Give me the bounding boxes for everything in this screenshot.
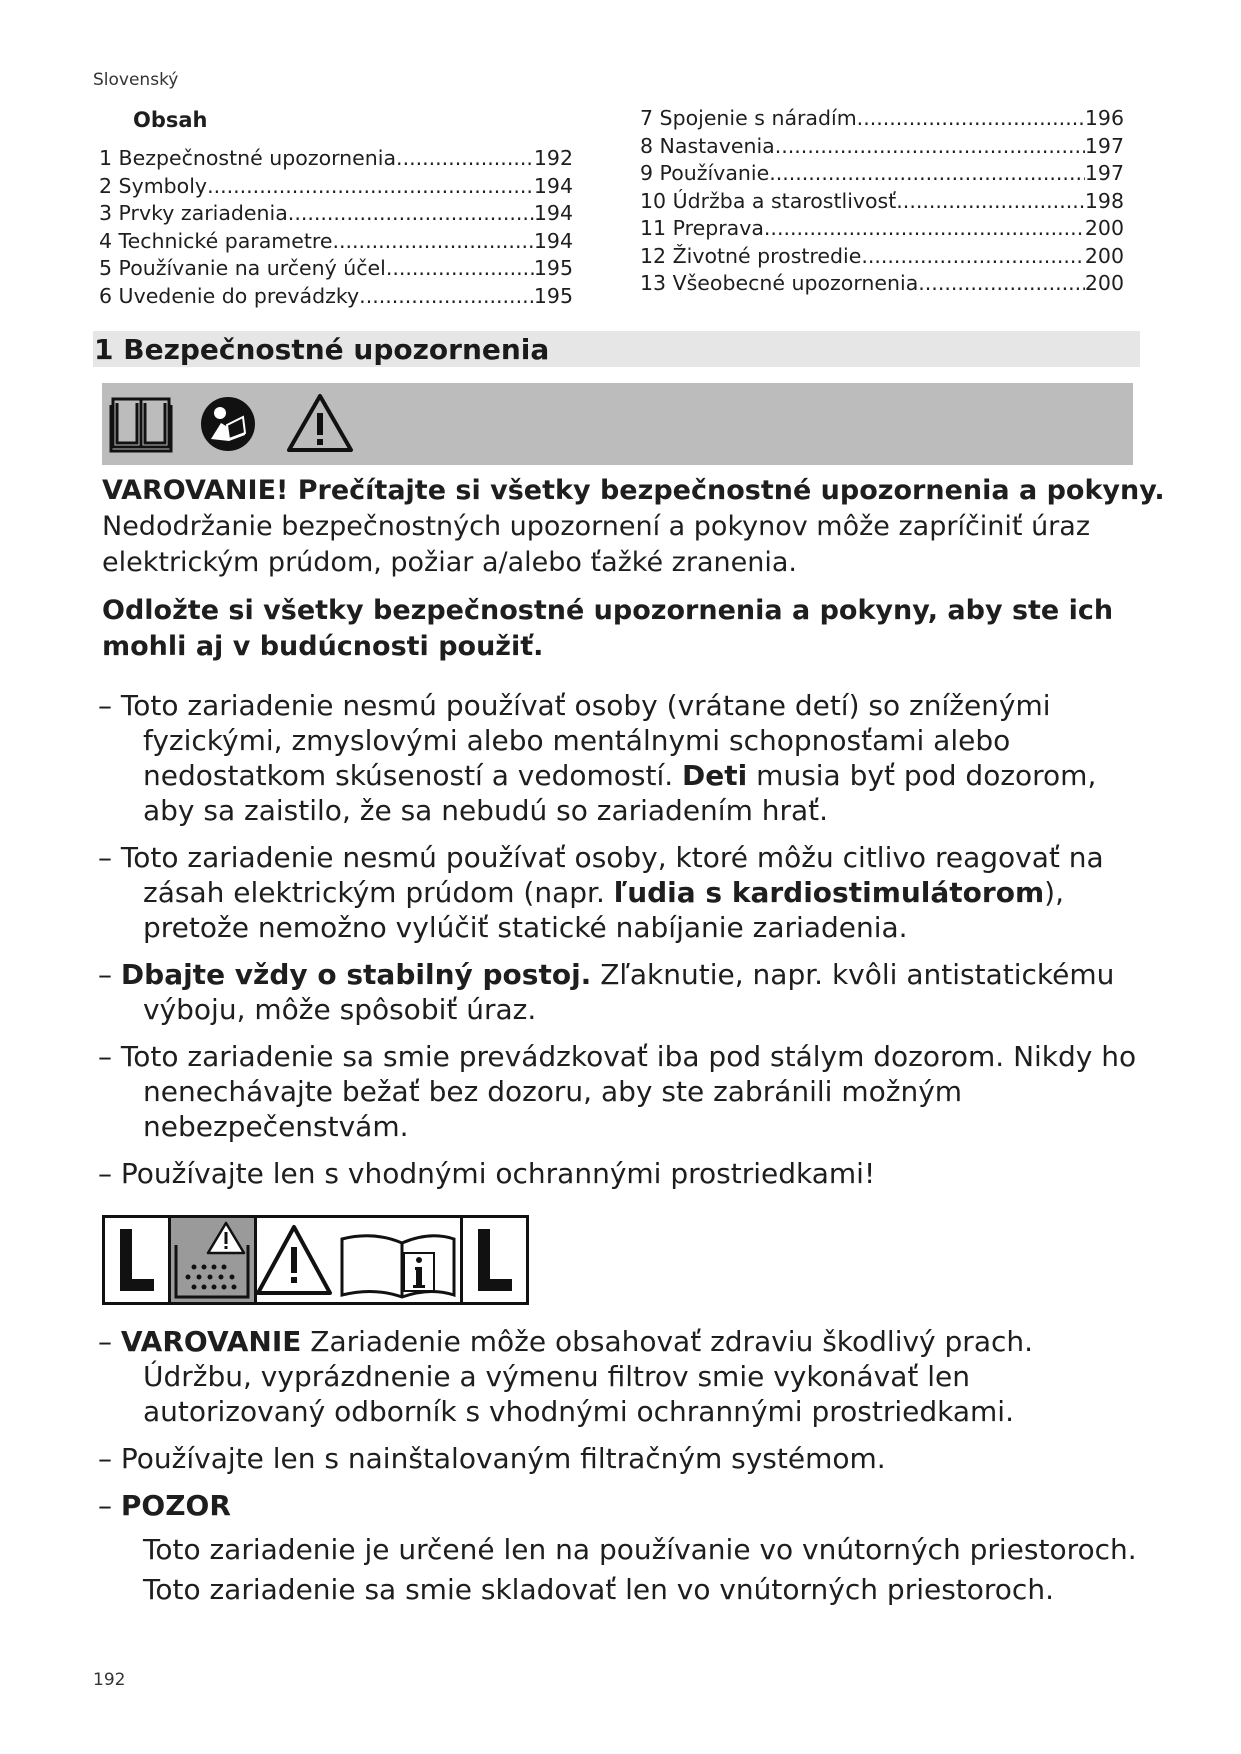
list-item: – Používajte len s vhodnými ochrannými prostriedkami! (98, 1157, 876, 1190)
toc-entry[interactable]: 11 Preprava ..... 200 (640, 215, 1124, 243)
pozor-line: Toto zariadenie je určené len na používanie vo vnútorných priestoroch. (143, 1533, 1137, 1566)
section-title: 1 Bezpečnostné upozornenia (94, 333, 550, 366)
section-header (93, 331, 1140, 367)
toc-entry[interactable]: 3 Prvky zariadenia ..... 194 (99, 200, 573, 228)
page-number: 192 (93, 1670, 126, 1690)
read-manual-icon (107, 391, 175, 457)
language-label: Slovenský (93, 70, 179, 90)
toc-entry[interactable]: 10 Údržba a starostlivosť ..... 198 (640, 188, 1124, 216)
warning-triangle-icon (285, 391, 355, 455)
toc-entry[interactable]: 7 Spojenie s náradím ..... 196 (640, 105, 1124, 133)
manual-info-icon (342, 1236, 454, 1297)
list-item: – POZOR (98, 1489, 231, 1522)
safety-bullet-list (98, 688, 1148, 1203)
warning-triangle-icon (258, 1227, 330, 1293)
dust-class-l-icon (462, 1217, 528, 1304)
pozor-line: Toto zariadenie sa smie skladovať len vo vnútorných priestoroch. (143, 1573, 1054, 1606)
list-item: – Toto zariadenie nesmú používať osoby (vrátane detí) so zníženými fyzickými, zmyslovými alebo mentálnymi schopnosťami alebo nedostatkom skúseností a vedomostí. Deti musia byť pod dozorom, aby sa zaistilo, že sa nebudú so zariadením hrať. (98, 689, 1097, 827)
keep-instructions-text: Odložte si všetky bezpečnostné upozornenia a pokyny, aby ste ich mohli aj v budúcnosti použiť. (102, 595, 1114, 662)
safety-icons-bar (102, 383, 1133, 465)
toc-title: Obsah (133, 108, 208, 132)
toc-entry[interactable]: 6 Uvedenie do prevádzky ..... 195 (99, 283, 573, 311)
list-item: – Toto zariadenie sa smie prevádzkovať iba pod stálym dozorom. Nikdy ho nenechávajte bežať bez dozoru, aby ste zabránili možným nebezpečenstvám. (98, 1040, 1137, 1143)
toc-entry[interactable]: 5 Používanie na určený účel ..... 195 (99, 255, 573, 283)
pozor-text (143, 1530, 1137, 1610)
toc-entry[interactable]: 4 Technické parametre ..... 194 (99, 228, 573, 256)
dust-bullet-list (98, 1324, 1148, 1535)
read-instructions-icon (199, 395, 257, 453)
list-item: – Používajte len s nainštalovaným filtračným systémom. (98, 1442, 886, 1475)
toc-right-column (640, 105, 1124, 298)
toc-entry[interactable]: 12 Životné prostredie ..... 200 (640, 243, 1124, 271)
toc-entry[interactable]: 13 Všeobecné upozornenia ..... 200 (640, 270, 1124, 298)
list-item: – Dbajte vždy o stabilný postoj. Zľaknutie, napr. kvôli antistatickému výboju, môže spôsobiť úraz. (98, 958, 1115, 1026)
toc-left-column (99, 145, 573, 310)
list-item: – VAROVANIE Zariadenie môže obsahovať zdraviu škodlivý prach. Údržbu, vyprázdnenie a výmenu filtrov smie vykonávať len autorizovaný odborník s vhodnými ochrannými prostriedkami. (98, 1325, 1034, 1428)
toc-entry[interactable]: 8 Nastavenia ..... 197 (640, 133, 1124, 161)
filter-warning-icon (170, 1217, 256, 1304)
dust-warning-icons (102, 1215, 529, 1305)
dust-class-l-icon (104, 1217, 170, 1304)
toc-entry[interactable]: 2 Symboly ..... 194 (99, 173, 573, 201)
toc-entry[interactable]: 1 Bezpečnostné upozornenia ..... 192 (99, 145, 573, 173)
list-item: – Toto zariadenie nesmú používať osoby, ktoré môžu citlivo reagovať na zásah elektrickým prúdom (napr. ľudia s kardiostimulátorom), pretože nemožno vylúčiť statické nabíjanie zariadenia. (98, 841, 1104, 944)
toc-entry[interactable]: 9 Používanie ..... 197 (640, 160, 1124, 188)
warning-heading: VAROVANIE! Prečítajte si všetky bezpečnostné upozornenia a pokyny. (102, 475, 1165, 506)
warning-text: Nedodržanie bezpečnostných upozornení a pokynov môže zapríčiniť úraz elektrickým prúdom, požiar a/alebo ťažké zranenia. (102, 511, 1091, 578)
